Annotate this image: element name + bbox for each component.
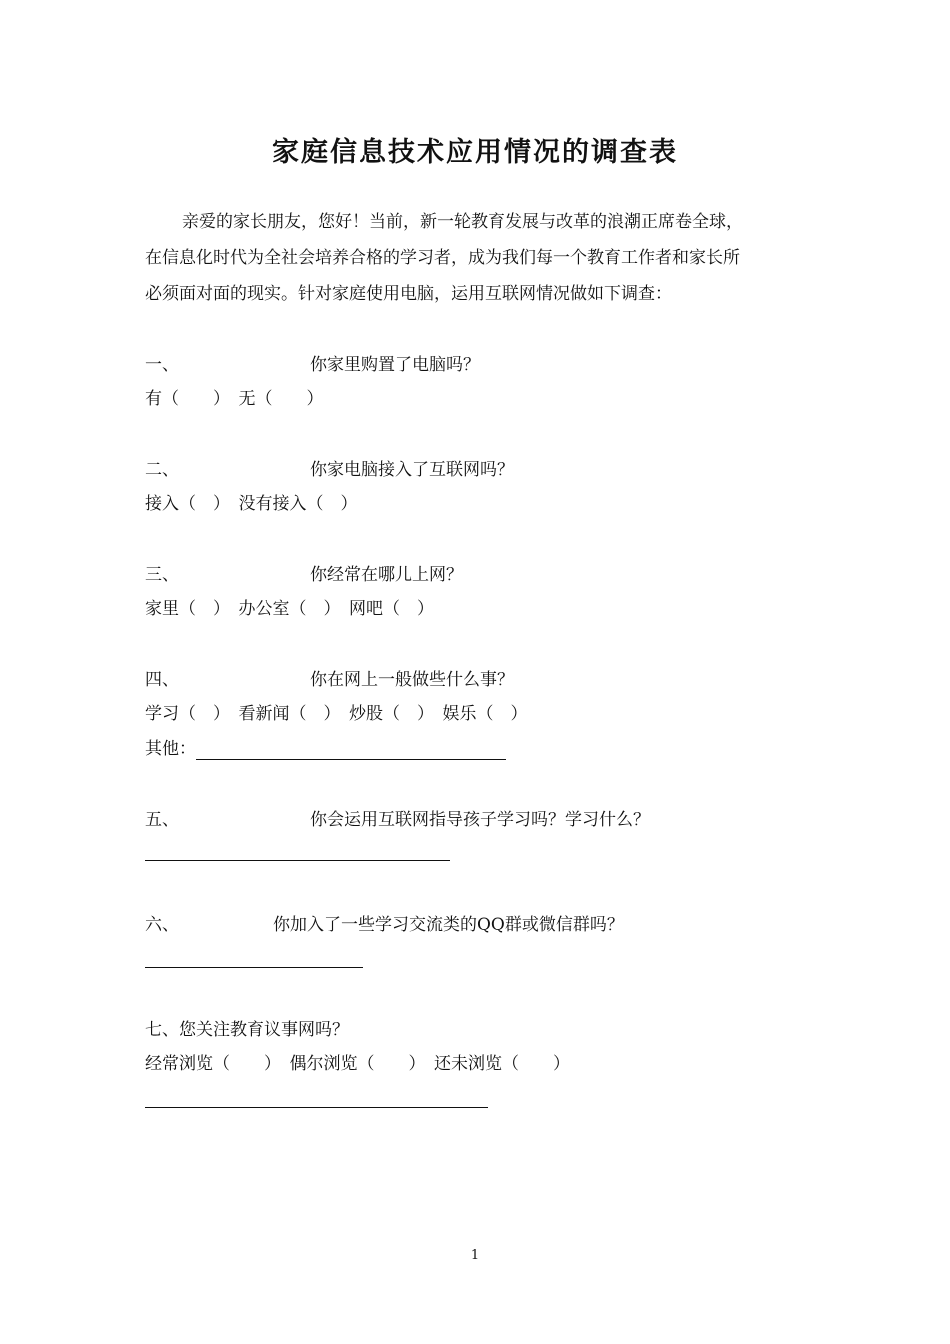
question-2-number: 二、 <box>145 460 179 480</box>
intro-line-3: 必须面对面的现实。针对家庭使用电脑，运用互联网情况做如下调查： <box>145 284 672 304</box>
intro-line-2: 在信息化时代为全社会培养合格的学习者，成为我们每一个教育工作者和家长所 <box>145 248 740 268</box>
question-2-text: 你家电脑接入了互联网吗？ <box>310 460 514 480</box>
question-4-other-label: 其他： <box>145 739 196 759</box>
question-7-options: 经常浏览（ ） 偶尔浏览（ ） 还未浏览（ ） <box>145 1054 570 1074</box>
question-2-options: 接入（ ） 没有接入（ ） <box>145 494 358 514</box>
question-3 <box>145 564 463 586</box>
question-4-text: 你在网上一般做些什么事？ <box>310 670 514 690</box>
question-1-options: 有（ ） 无（ ） <box>145 389 324 409</box>
question-5 <box>145 809 650 831</box>
question-3-text: 你经常在哪儿上网？ <box>310 565 463 585</box>
question-2 <box>145 459 514 481</box>
page-number: 1 <box>470 1248 480 1263</box>
question-5-number: 五、 <box>145 810 179 830</box>
question-6 <box>145 914 624 936</box>
question-1-number: 一、 <box>145 355 179 375</box>
question-6-answer-line[interactable] <box>145 967 363 968</box>
question-1-text: 你家里购置了电脑吗？ <box>310 355 480 375</box>
intro-line-1: 亲爱的家长朋友，您好！当前，新一轮教育发展与改革的浪潮正席卷全球， <box>182 212 743 232</box>
intro-paragraph <box>145 204 810 312</box>
question-5-answer-line[interactable] <box>145 860 450 861</box>
document-title: 家庭信息技术应用情况的调查表 <box>272 137 678 168</box>
question-4-number: 四、 <box>145 670 179 690</box>
question-3-options: 家里（ ） 办公室（ ） 网吧（ ） <box>145 599 434 619</box>
question-5-text: 你会运用互联网指导孩子学习吗？学习什么？ <box>310 810 650 830</box>
question-1 <box>145 354 480 376</box>
question-6-number: 六、 <box>145 915 179 935</box>
question-3-number: 三、 <box>145 565 179 585</box>
question-6-text: 你加入了一些学习交流类的QQ群或微信群吗？ <box>273 915 624 935</box>
question-7-answer-line[interactable] <box>145 1107 488 1108</box>
question-4-options: 学习（ ） 看新闻（ ） 炒股（ ） 娱乐（ ） <box>145 704 528 724</box>
question-4-other <box>145 738 506 760</box>
question-4-other-answer-line[interactable] <box>196 741 506 760</box>
question-7-text: 七、您关注教育议事网吗？ <box>145 1020 349 1040</box>
question-4 <box>145 669 514 691</box>
